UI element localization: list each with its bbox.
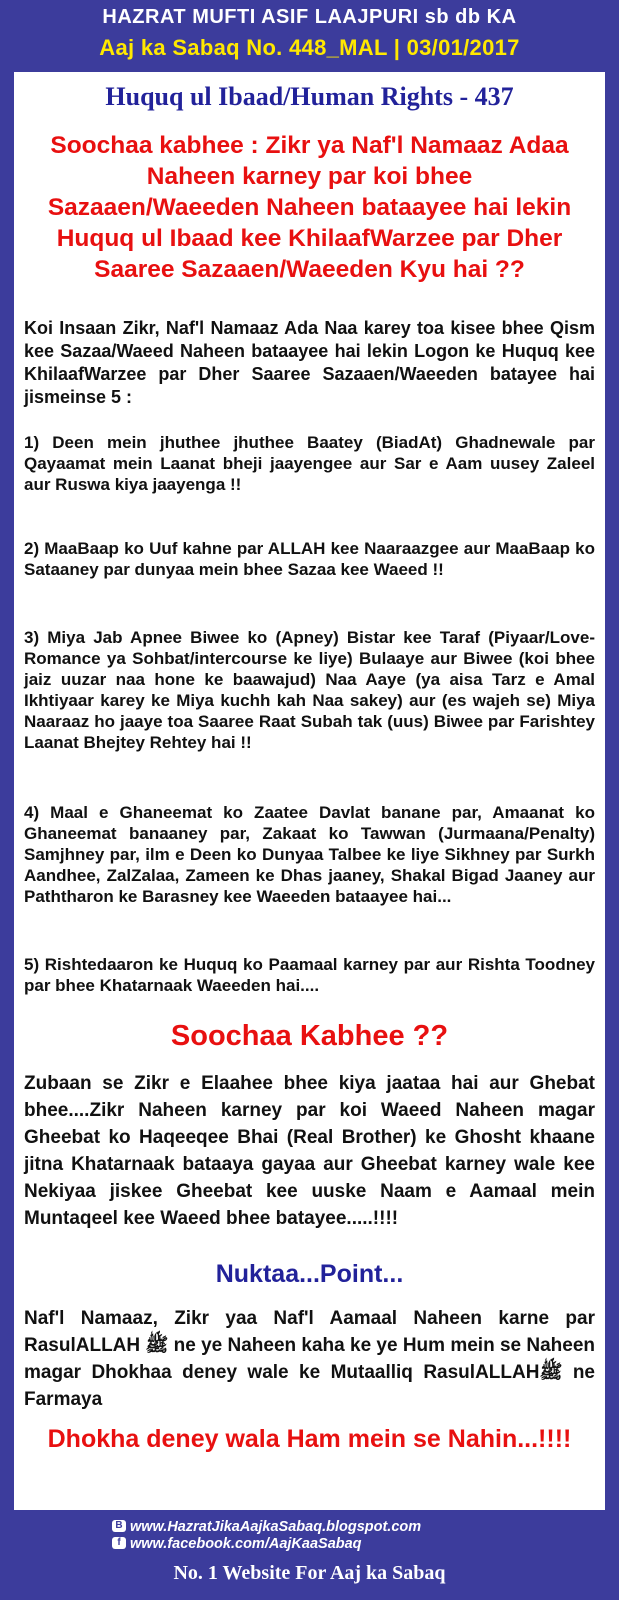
title-line: Soochaa kabhee : Zikr ya Naf'l Namaaz Adaa: [50, 132, 569, 159]
blogger-icon: B: [112, 1520, 126, 1532]
facebook-url[interactable]: www.facebook.com/AajKaaSabaq: [130, 1536, 362, 1552]
blog-link[interactable]: [112, 1519, 421, 1535]
soocha-paragraph: Zubaan se Zikr e Elaahee bhee kiya jaataa hai aur Ghebat bhee....Zikr Naheen karney par koi Waeed Naheen magar Gheebat ko Haqeeqee Bhai (Real Brother) ke Ghosht khaane jitna Khatarnaak bataaya gayaa aur Gheebat karney wale kee Nekiyaa jiskee Gheebat kee uuske Naam e Aamaal mein Muntaqeel kee Waeed bhee batayee.....!!!!: [24, 1073, 595, 1229]
footer-slogan: No. 1 Website For Aaj ka Sabaq: [173, 1562, 446, 1584]
header-lesson-number: Aaj ka Sabaq No. 448_MAL | 03/01/2017: [99, 35, 520, 60]
nukta-heading: Nuktaa...Point...: [215, 1260, 404, 1288]
honorific-glyph: ﷺ: [539, 1362, 563, 1383]
title-line: Huquq ul Ibaad kee KhilaafWarzee par Dher: [56, 225, 563, 252]
point-1: 1) Deen mein jhuthee jhuthee Baatey (BiadAt) Ghadnewale par Qayaamat mein Laanat bheji jaayengee aur Sar e Aam uusey Zaleel aur Ruswa kiya jaayenga !!: [24, 433, 595, 494]
point-5: 5) Rishtedaaron ke Huquq ko Paamaal karney par aur Rishta Toodney par bhee Khatarnaak Waeeden hai....: [24, 955, 595, 995]
point-2: 2) MaaBaap ko Uuf kahne par ALLAH kee Naaraazgee aur MaaBaap ko Sataaney par dunyaa mein bhee Sazaa kee Waeed !!: [24, 539, 595, 579]
intro-paragraph: Koi Insaan Zikr, Naf'l Namaaz Ada Naa karey toa kisee bhee Qism kee Sazaa/Waeed Naheen bataayee hai lekin Logon ke Huquq kee KhilaafWarzee par Dher Saaree Sazaaen/Waeeden batayee hai jismeinse 5 :: [24, 318, 595, 407]
header-mufti-name: HAZRAT MUFTI ASIF LAAJPURI sb db KA: [102, 6, 517, 28]
series-subtitle: Huquq ul Ibaad/Human Rights - 437: [105, 82, 514, 111]
soocha-heading: Soochaa Kabhee ??: [170, 1020, 449, 1052]
content-panel: [14, 72, 605, 1510]
blog-url[interactable]: www.HazratJikaAajkaSabaq.blogspot.com: [130, 1519, 422, 1535]
nukta-text-1: Naf'l Namaaz, Zikr yaa Naf'l Aamaal Naheen karne par RasulALLAH: [24, 1308, 595, 1356]
main-question-title: [22, 130, 597, 285]
title-line: Naheen karney par koi bhee: [146, 163, 473, 190]
closing-statement: Dhokha deney wala Ham mein se Nahin...!!!!: [47, 1425, 572, 1453]
facebook-icon: f: [112, 1537, 126, 1549]
facebook-link[interactable]: [112, 1536, 362, 1552]
nukta-text-3: ne Farmaya: [24, 1362, 595, 1410]
title-line: Saaree Sazaaen/Waeeden Kyu hai ??: [94, 256, 525, 283]
title-line: Sazaaen/Waeeden Naheen bataayee hai lekin: [47, 194, 572, 221]
nukta-text-2: ne ye Naheen kaha ke ye Hum mein se Naheen magar Dhokhaa deney wale ke Mutaalliq RasulALLAH: [24, 1335, 595, 1383]
point-4: 4) Maal e Ghaneemat ko Zaatee Davlat banane par, Amaanat ko Ghaneemat banaaney par, Zakaat ko Tawwan (Jurmaana/Penalty) Samjhney par, ilm e Deen ko Dunyaa Talbee ke liye Sikhney par Surkh Aandhee, ZalZalaa, Zameen ke Dhas jaaney, Shakal Bigad Jaaney aur Paththaron ke Barasney kee Waeeden bataayee hai...: [24, 803, 595, 906]
point-3: 3) Miya Jab Apnee Biwee ko (Apney) Bistar kee Taraf (Piyaar/Love-Romance ya Sohbat/intercourse ke liye) Bulaaye aur Biwee (koi bhee jaiz uuzar naa hone ke baawajud) Naa Aaye (ya aisa Tarz e Amal Ikhtiyaar karey ke Miya kuchh kah Naa sakey) aur (es wajeh se) Miya Naaraaz ho jaaye toa Saaree Raat Subah tak (uus) Biwee par Farishtey Laanat Bhejtey Rehtey hai !!: [24, 628, 595, 752]
honorific-glyph: ﷺ: [145, 1335, 169, 1356]
nukta-paragraph: [24, 1305, 595, 1413]
